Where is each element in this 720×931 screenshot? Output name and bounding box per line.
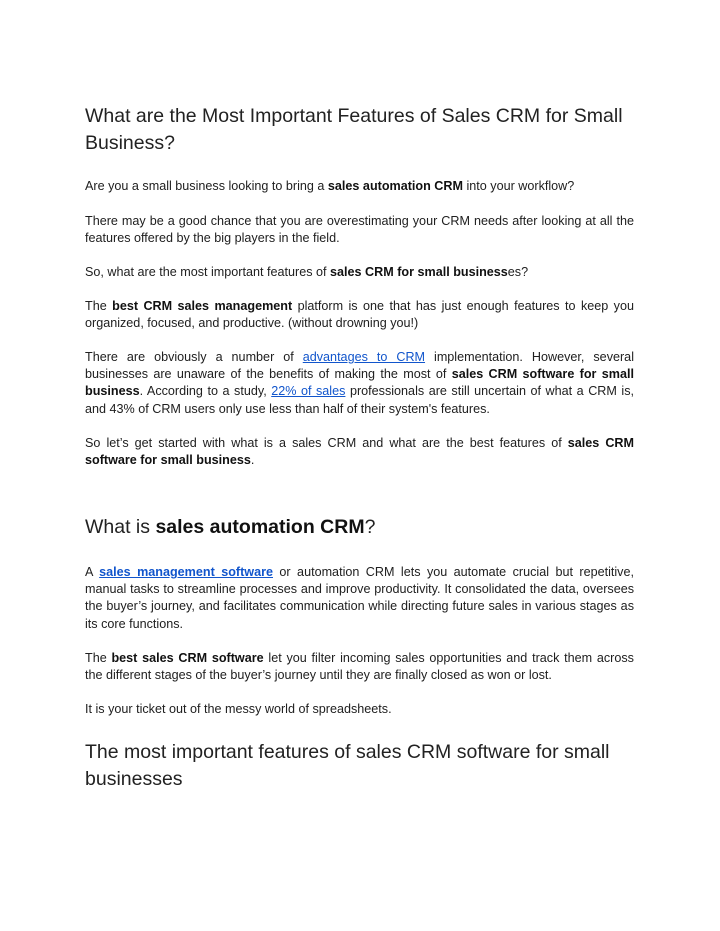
advantages-text-1: There are obviously a number of	[85, 350, 303, 364]
filter-bold-term: best sales CRM software	[111, 651, 264, 665]
paragraph-intro	[85, 178, 634, 195]
paragraph-advantages	[85, 349, 634, 418]
get-started-text-after: .	[250, 453, 255, 468]
sales-management-software-link-text: sales management software	[99, 565, 273, 579]
paragraph-best-crm	[85, 298, 634, 332]
filter-text-before: The	[85, 651, 112, 665]
intro-text-after: into your workflow?	[462, 179, 575, 193]
heading-text-before: What is	[85, 516, 156, 538]
advantages-text-3: . According to a study,	[139, 384, 272, 399]
best-crm-text-before: The	[85, 299, 113, 313]
filter-text-after: let you filter incoming sales opportunities and track them across the different stages of the buyer’s journey until they are finally closed as won or lost.	[85, 651, 634, 683]
intro-bold-term: sales automation CRM	[327, 179, 463, 193]
get-started-text-before: So let’s get started with what is a sales CRM and what are the best features of	[85, 436, 568, 450]
paragraph-definition	[85, 564, 634, 633]
advantages-bold-term: sales CRM software for small business	[85, 367, 634, 399]
section-heading-features: The most important features of sales CRM software for small businesses	[85, 741, 610, 790]
paragraph-overestimating: There may be a good chance that you are overestimating your CRM needs after looking at all the features offered by the big players in the field.	[85, 214, 634, 246]
advantages-text-4: professionals are still uncertain of what a CRM is, and 43% of CRM users only use less than half of their system's features.	[85, 384, 634, 416]
paragraph-filter	[85, 650, 634, 684]
advantages-to-crm-link[interactable]: advantages to CRM	[302, 350, 426, 364]
best-crm-bold-term: best CRM sales management	[112, 299, 293, 313]
question-text-before: So, what are the most important features of	[85, 265, 331, 279]
definition-text-after: or automation CRM lets you automate crucial but repetitive, manual tasks to streamline processes and improve productivity. It consolidated the data, oversees the buyer’s journey, and facilitates communication while directing future sales in various stages as its core functions.	[85, 565, 634, 631]
question-text-after: es?	[507, 265, 529, 279]
intro-text-before: Are you a small business looking to bring a	[85, 179, 328, 193]
paragraph-spreadsheets: It is your ticket out of the messy world of spreadsheets.	[85, 702, 392, 716]
heading-text-after: ?	[364, 516, 376, 538]
paragraph-get-started	[85, 435, 634, 469]
get-started-bold-term: sales CRM software for small business	[85, 436, 634, 468]
sales-percentage-link[interactable]: 22% of sales	[271, 384, 346, 399]
main-heading: What are the Most Important Features of Sales CRM for Small Business?	[85, 105, 623, 154]
best-crm-text-after: platform is one that has just enough features to keep you organized, focused, and productive. (without drowning you!)	[85, 299, 634, 331]
definition-text-before: A	[85, 565, 100, 579]
section-heading-what-is	[85, 514, 634, 541]
sales-management-software-link[interactable]	[99, 565, 273, 579]
question-bold-term: sales CRM for small business	[330, 265, 508, 279]
advantages-text-2: implementation. However, several businesses are unaware of the benefits of making the most of	[85, 350, 634, 382]
paragraph-question	[85, 264, 634, 281]
heading-bold-term: sales automation CRM	[155, 516, 365, 538]
